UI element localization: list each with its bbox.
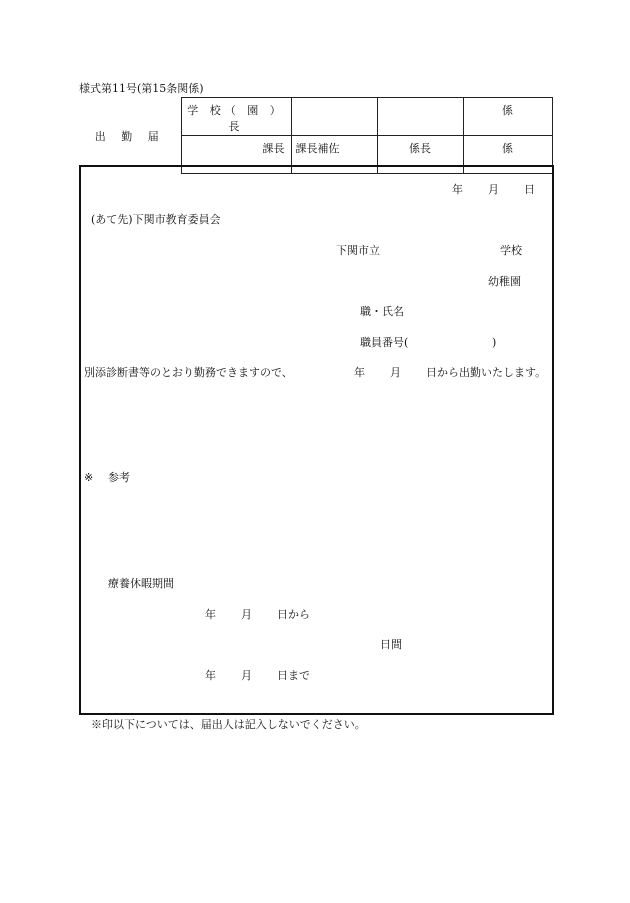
leave-period-label: 療養休暇期間 (108, 577, 174, 590)
approval-table (79, 97, 553, 174)
date-year[interactable]: 年 (452, 183, 463, 196)
form-number: 様式第11号(第15条関係) (79, 82, 204, 95)
statement-text: 別添診断書等のとおり勤務できますので、 (84, 366, 293, 379)
staff-number-label: 職員番号( (360, 336, 409, 349)
city-prefix: 下関市立 (336, 244, 380, 257)
statement-month[interactable]: 月 (390, 366, 401, 379)
approval-blank-cell-2[interactable] (377, 98, 463, 136)
leave-to-year[interactable]: 年 (205, 669, 216, 682)
form-body (79, 165, 554, 715)
leave-from-year[interactable]: 年 (205, 608, 216, 621)
footnote: ※印以下については、届出人は記入しないでください。 (91, 718, 366, 731)
approval-principal-cell: 学 校（ 園 ）長 (181, 98, 291, 136)
approval-section-chief-cell: 課長 (181, 136, 291, 174)
staff-number-close: ) (492, 336, 497, 349)
approval-assistant-chief-cell: 課長補佐 (291, 136, 377, 174)
addressee: (あて先)下関市教育委員会 (91, 213, 221, 226)
leave-from-day[interactable]: 日から (277, 608, 310, 621)
statement-year[interactable]: 年 (354, 366, 365, 379)
approval-blank-cell-1[interactable] (291, 98, 377, 136)
date-month[interactable]: 月 (488, 183, 499, 196)
reference-mark: ※ (84, 471, 94, 484)
approval-subsection-chief-cell: 係長 (377, 136, 463, 174)
school-label: 学校 (500, 244, 522, 257)
approval-staff-cell-2: 係 (463, 136, 552, 174)
statement-tail: 日から出勤いたします。 (426, 366, 547, 379)
leave-from-month[interactable]: 月 (241, 608, 252, 621)
leave-days[interactable]: 日間 (380, 638, 402, 651)
approval-row-1 (79, 98, 552, 136)
date-day[interactable]: 日 (524, 183, 535, 196)
leave-to-month[interactable]: 月 (241, 669, 252, 682)
reference-label: 参考 (108, 471, 130, 484)
kindergarten-label: 幼稚園 (488, 275, 521, 288)
form-title: 出 勤 届 (94, 129, 165, 143)
leave-to-day[interactable]: 日まで (277, 669, 310, 682)
approval-staff-cell-1: 係 (463, 98, 552, 136)
position-name-label: 職・氏名 (360, 305, 404, 318)
